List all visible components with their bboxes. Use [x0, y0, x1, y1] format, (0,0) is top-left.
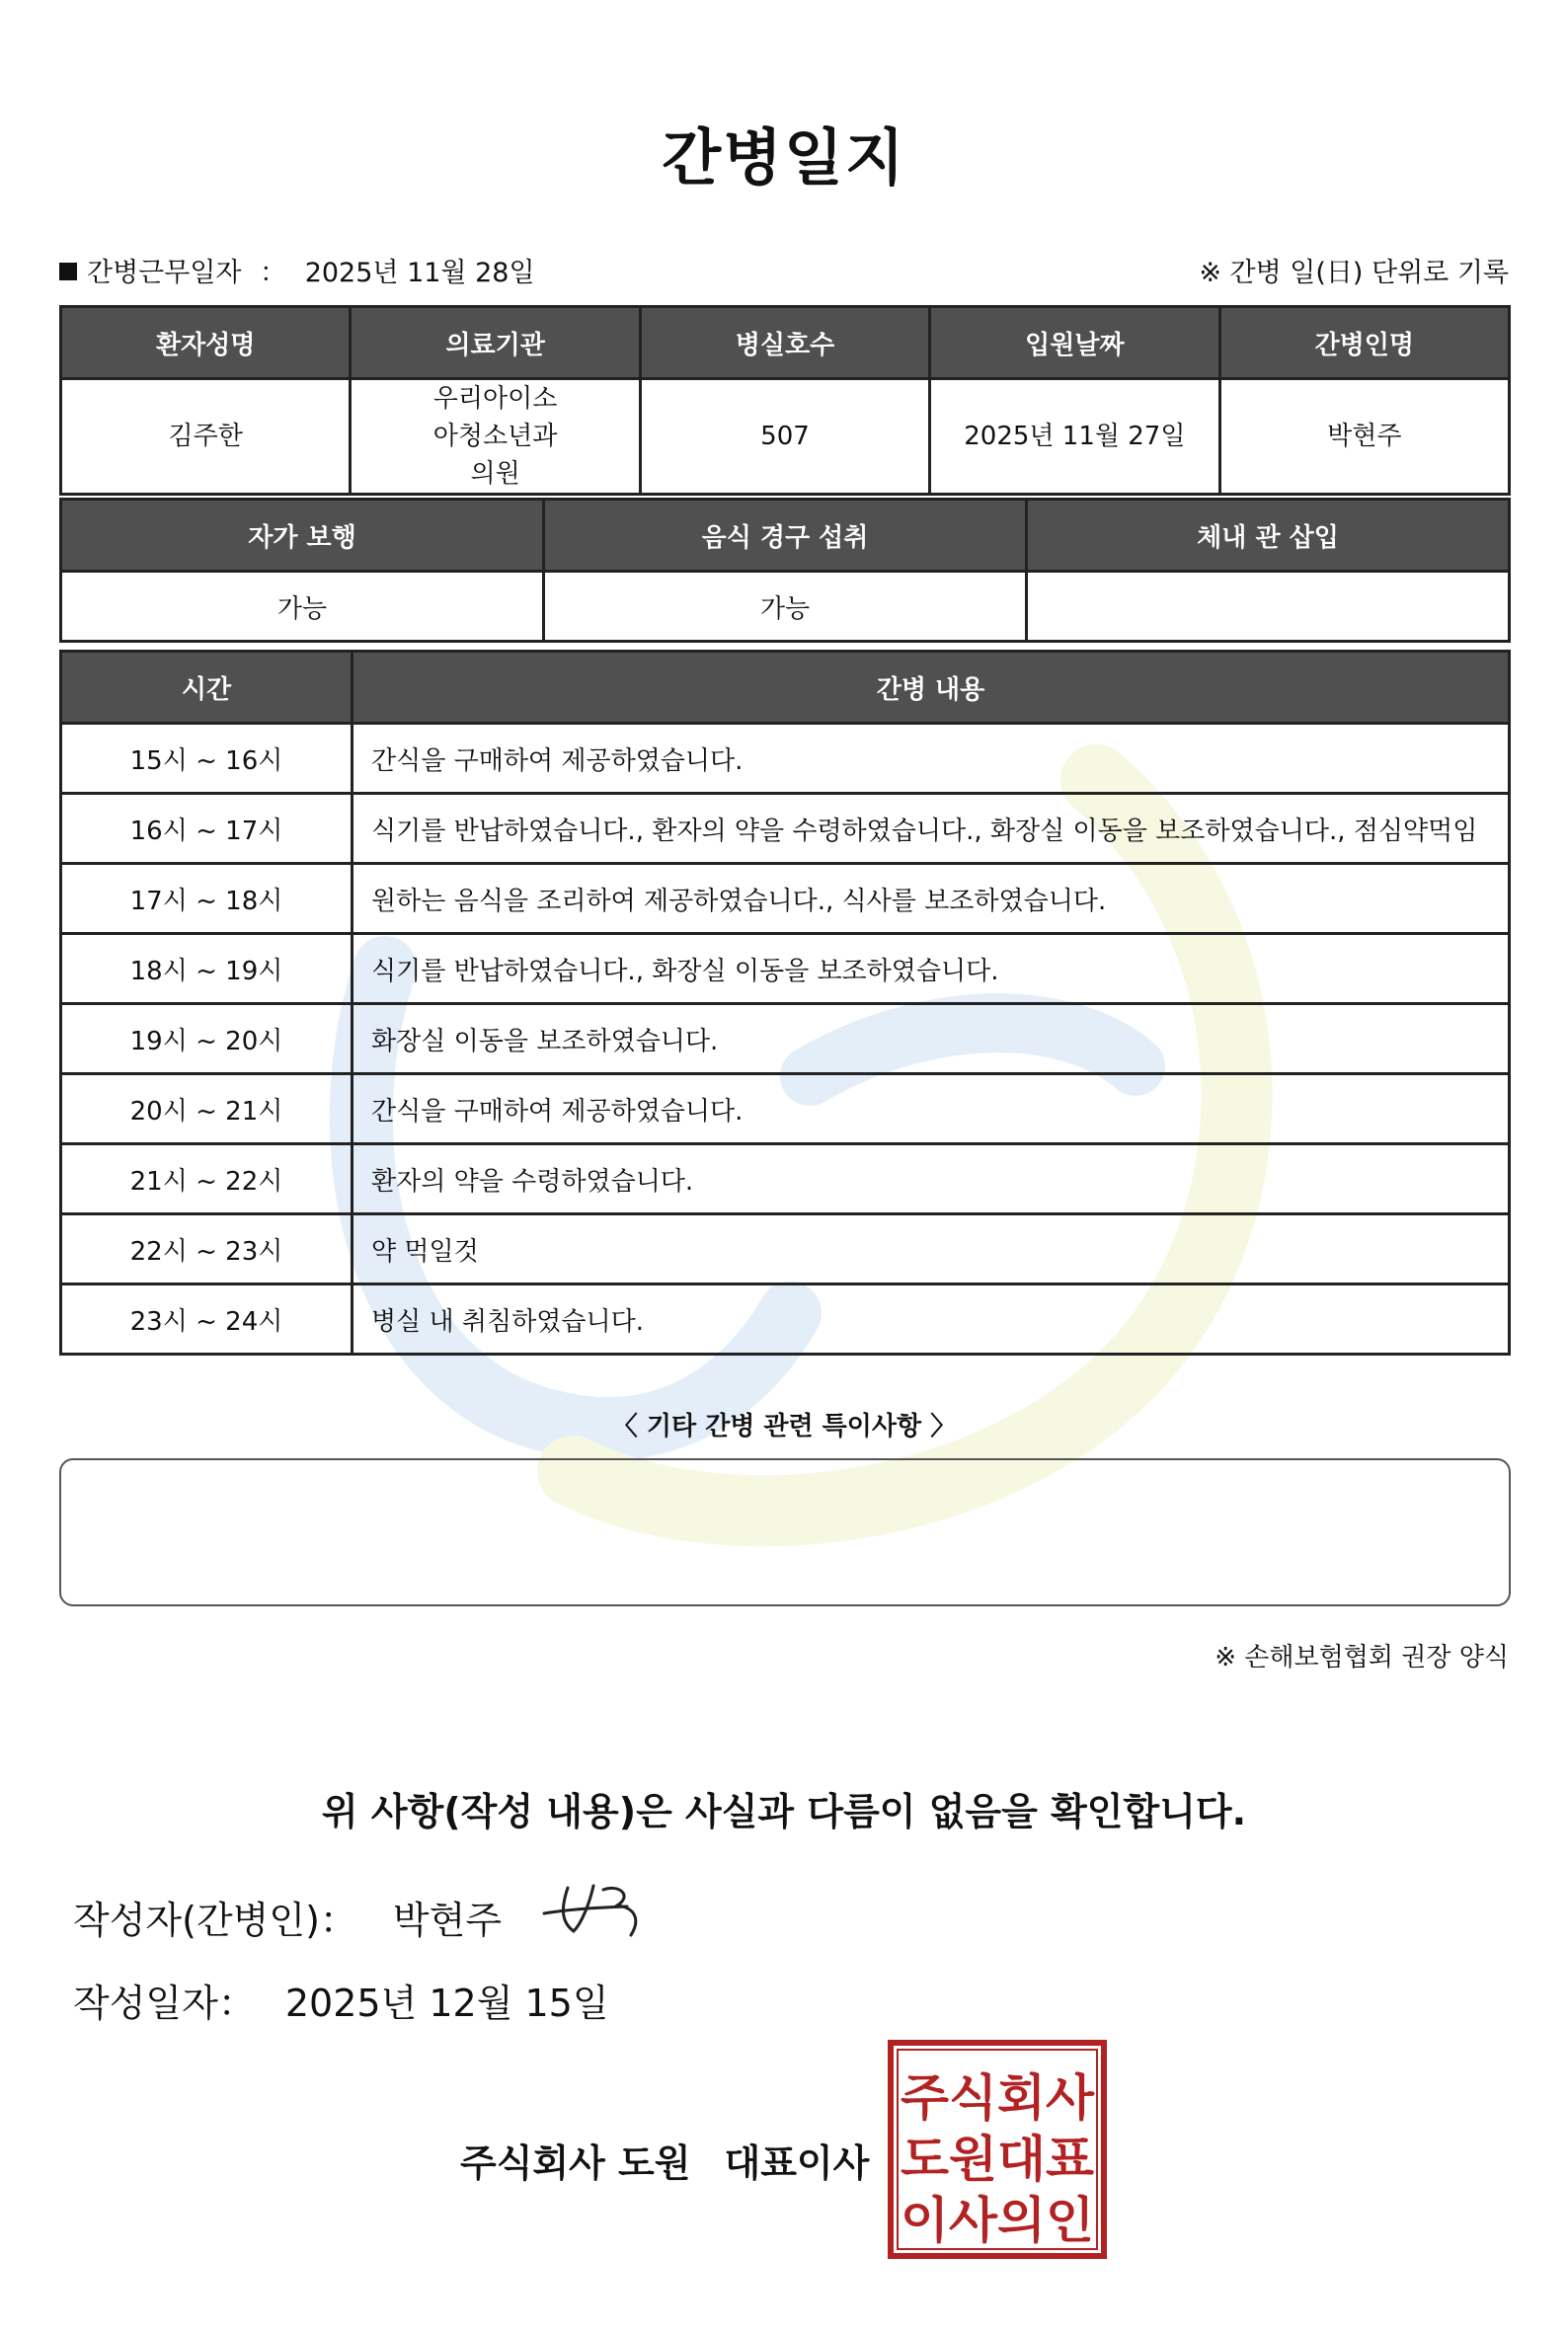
special-notes-title: 〈 기타 간병 관련 특이사항 〉	[611, 1412, 957, 1441]
care-time: 20시 ~ 21시	[61, 1074, 353, 1144]
tube-insertion-value	[1027, 572, 1510, 642]
document-title: 간병일지	[662, 121, 906, 194]
table-row	[61, 1214, 1510, 1284]
svg-text:도원대표: 도원대표	[901, 2131, 1095, 2188]
care-content: 원하는 음식을 조리하여 제공하였습니다., 식사를 보조하였습니다.	[353, 864, 1510, 934]
care-content: 식기를 반납하였습니다., 화장실 이동을 보조하였습니다.	[353, 934, 1510, 1004]
table-row	[61, 934, 1510, 1004]
square-bullet-icon	[59, 263, 77, 280]
patient-table-header: 병실호수	[640, 307, 929, 379]
table-row	[61, 1144, 1510, 1214]
room-number: 507	[640, 379, 929, 495]
status-table-header: 체내 관 삽입	[1027, 500, 1510, 572]
work-date-separator: ：	[260, 258, 287, 288]
care-time: 17시 ~ 18시	[61, 864, 353, 934]
table-row	[61, 864, 1510, 934]
care-table-header-row	[61, 652, 1510, 724]
care-time: 15시 ~ 16시	[61, 724, 353, 794]
special-notes-content	[61, 1460, 1509, 1496]
table-row	[61, 1074, 1510, 1144]
patient-info-table	[59, 305, 1511, 496]
care-time: 16시 ~ 17시	[61, 794, 353, 864]
status-table-header: 자가 보행	[61, 500, 544, 572]
record-unit-note: ※ 간병 일(日) 단위로 기록	[1199, 258, 1509, 288]
care-content: 화장실 이동을 보조하였습니다.	[353, 1004, 1510, 1074]
medical-institution-text: 우리아이소아청소년과의원	[432, 384, 558, 489]
svg-text:이사의인: 이사의인	[901, 2192, 1094, 2249]
care-content: 환자의 약을 수령하였습니다.	[353, 1144, 1510, 1214]
writer-line	[73, 1890, 502, 1944]
care-time: 23시 ~ 24시	[61, 1284, 353, 1355]
patient-table-header: 환자성명	[61, 307, 351, 379]
patient-status-table	[59, 498, 1511, 643]
svg-text:주식회사: 주식회사	[901, 2069, 1095, 2127]
care-time: 18시 ~ 19시	[61, 934, 353, 1004]
patient-table-header-row	[61, 307, 1510, 379]
written-date-value: 2025년 12월 15일	[284, 1982, 609, 2025]
care-content: 간식을 구매하여 제공하였습니다.	[353, 724, 1510, 794]
table-row	[61, 794, 1510, 864]
written-date-label: 작성일자：	[73, 1982, 256, 2025]
care-time: 19시 ~ 20시	[61, 1004, 353, 1074]
company-name: 주식회사 도원	[460, 2141, 691, 2185]
company-seal-stamp	[888, 2040, 1107, 2259]
table-row	[61, 1004, 1510, 1074]
self-walking-value: 가능	[61, 572, 544, 642]
written-date-line	[73, 1973, 609, 2027]
medical-institution	[351, 379, 640, 495]
care-table-header-content: 간병 내용	[353, 652, 1510, 724]
writer-label: 작성자(간병인)：	[73, 1899, 357, 1942]
patient-table-header: 입원날짜	[930, 307, 1219, 379]
company-line	[460, 2133, 869, 2187]
work-date-line	[59, 251, 535, 289]
work-date-value: 2025년 11월 28일	[304, 258, 535, 288]
patient-table-value-row	[61, 379, 1510, 495]
care-log-table	[59, 650, 1511, 1356]
patient-name: 김주한	[61, 379, 351, 495]
table-row	[61, 724, 1510, 794]
oral-intake-value: 가능	[544, 572, 1027, 642]
handwritten-signature	[538, 1874, 666, 1943]
status-table-value-row	[61, 572, 1510, 642]
patient-table-header: 의료기관	[351, 307, 640, 379]
confirmation-statement: 위 사항(작성 내용)은 사실과 다름이 없음을 확인합니다.	[321, 1790, 1247, 1833]
care-content: 약 먹일것	[353, 1214, 1510, 1284]
care-content: 병실 내 취침하였습니다.	[353, 1284, 1510, 1355]
special-notes-box	[59, 1458, 1511, 1606]
patient-table-header: 간병인명	[1219, 307, 1509, 379]
work-date-label: 간병근무일자	[87, 258, 242, 288]
care-content: 식기를 반납하였습니다., 환자의 약을 수령하였습니다., 화장실 이동을 보조하였습니다., 점심약먹임	[353, 794, 1510, 864]
admission-date: 2025년 11월 27일	[930, 379, 1219, 495]
caregiver-name: 박현주	[1219, 379, 1509, 495]
care-content: 간식을 구매하여 제공하였습니다.	[353, 1074, 1510, 1144]
company-title: 대표이사	[724, 2141, 870, 2185]
association-note: ※ 손해보험협회 권장 양식	[1215, 1643, 1509, 1673]
table-row	[61, 1284, 1510, 1355]
care-time: 22시 ~ 23시	[61, 1214, 353, 1284]
writer-name: 박현주	[392, 1899, 503, 1942]
status-table-header-row	[61, 500, 1510, 572]
care-time: 21시 ~ 22시	[61, 1144, 353, 1214]
care-table-header-time: 시간	[61, 652, 353, 724]
status-table-header: 음식 경구 섭취	[544, 500, 1027, 572]
